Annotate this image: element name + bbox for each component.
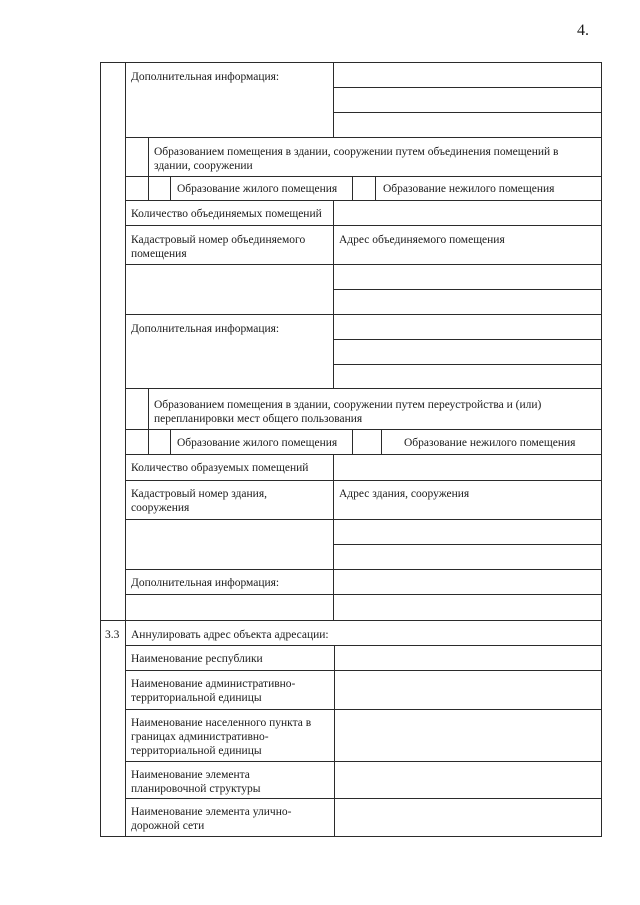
merge-premises-checkbox[interactable] [126, 138, 148, 176]
building-cadastral-field[interactable] [126, 520, 333, 569]
street-element-label-cont: дорожной сети [131, 820, 205, 832]
additional-info-field-3[interactable] [334, 113, 601, 137]
additional-info-label: Дополнительная информация: [131, 71, 280, 83]
republic-label: Наименование республики [131, 653, 263, 665]
merge-premises-title-cont: здании, сооружении [154, 160, 253, 172]
republic-field[interactable] [335, 646, 601, 670]
admin-unit-label: Наименование административно- [131, 678, 296, 690]
reconstruction-checkbox[interactable] [126, 389, 148, 429]
formed-count-label: Количество образуемых помещений [131, 462, 309, 474]
additional-info-field-1[interactable] [334, 63, 601, 86]
building-additional-field-1[interactable] [334, 570, 601, 594]
merge-count-field[interactable] [334, 201, 601, 225]
settlement-label: Наименование населенного пункта в [131, 717, 312, 729]
divider [125, 388, 601, 389]
merge-additional-field-2[interactable] [334, 340, 601, 364]
annul-address-title: Аннулировать адрес объекта адресации: [131, 629, 329, 641]
option-nonresidential-label: Образование нежилого помещения [383, 183, 555, 195]
table-border-bottom [100, 836, 602, 837]
divider [100, 620, 602, 621]
building-additional-info-label: Дополнительная информация: [131, 577, 280, 589]
nonresidential-checkbox-2[interactable] [353, 430, 381, 454]
merge-cadastral-label: Кадастровый номер объединяемого [131, 234, 306, 246]
divider [170, 176, 171, 200]
merge-cadastral-field[interactable] [126, 265, 333, 314]
settlement-field[interactable] [335, 710, 601, 761]
divider [125, 225, 601, 226]
option-nonresidential-label-2: Образование нежилого помещения [404, 437, 576, 449]
admin-unit-field[interactable] [335, 671, 601, 709]
residential-checkbox-2[interactable] [149, 430, 170, 454]
table-border-left [100, 62, 101, 837]
divider [170, 429, 171, 454]
building-cadastral-label: Кадастровый номер здания, [131, 488, 267, 500]
merge-premises-title: Образованием помещения в здании, сооружении путем объединения помещений в [154, 146, 559, 158]
reconstruction-title-cont: перепланировки мест общего пользования [154, 413, 363, 425]
section-number-3-3: 3.3 [105, 629, 120, 641]
reconstruction-title: Образованием помещения в здании, сооружении путем переустройства и (или) [154, 399, 542, 411]
building-additional-field-2[interactable] [126, 595, 601, 620]
building-address-label: Адрес здания, сооружения [339, 488, 470, 500]
building-address-field-2[interactable] [334, 545, 601, 569]
option-residential-label: Образование жилого помещения [177, 183, 338, 195]
admin-unit-label-cont: территориальной единицы [131, 692, 262, 704]
merge-count-label: Количество объединяемых помещений [131, 208, 322, 220]
building-address-field-1[interactable] [334, 520, 601, 544]
formed-count-field[interactable] [334, 455, 601, 480]
merge-additional-field-1[interactable] [334, 315, 601, 339]
planning-structure-field[interactable] [335, 762, 601, 798]
street-element-label: Наименование элемента улично- [131, 806, 292, 818]
table-border-col2 [125, 62, 126, 837]
divider [381, 429, 382, 454]
residential-checkbox[interactable] [149, 177, 170, 199]
building-cadastral-label-cont: сооружения [131, 502, 190, 514]
merge-cadastral-label-cont: помещения [131, 248, 187, 260]
street-element-field[interactable] [335, 799, 601, 836]
merge-address-field-1[interactable] [334, 265, 601, 289]
merge-address-label: Адрес объединяемого помещения [339, 234, 505, 246]
page-number: 4. [577, 22, 589, 39]
divider [125, 480, 601, 481]
merge-additional-field-3[interactable] [334, 365, 601, 388]
additional-info-field-2[interactable] [334, 88, 601, 112]
divider [375, 176, 376, 200]
merge-address-field-2[interactable] [334, 290, 601, 314]
nonresidential-checkbox[interactable] [353, 177, 375, 199]
table-border-right [601, 62, 602, 837]
settlement-label-cont-2: территориальной единицы [131, 745, 262, 757]
planning-structure-label-cont: планировочной структуры [131, 783, 261, 795]
planning-structure-label: Наименование элемента [131, 769, 250, 781]
merge-additional-info-label: Дополнительная информация: [131, 323, 280, 335]
divider [125, 137, 601, 138]
settlement-label-cont: границах административно- [131, 731, 269, 743]
option-residential-label-2: Образование жилого помещения [177, 437, 338, 449]
